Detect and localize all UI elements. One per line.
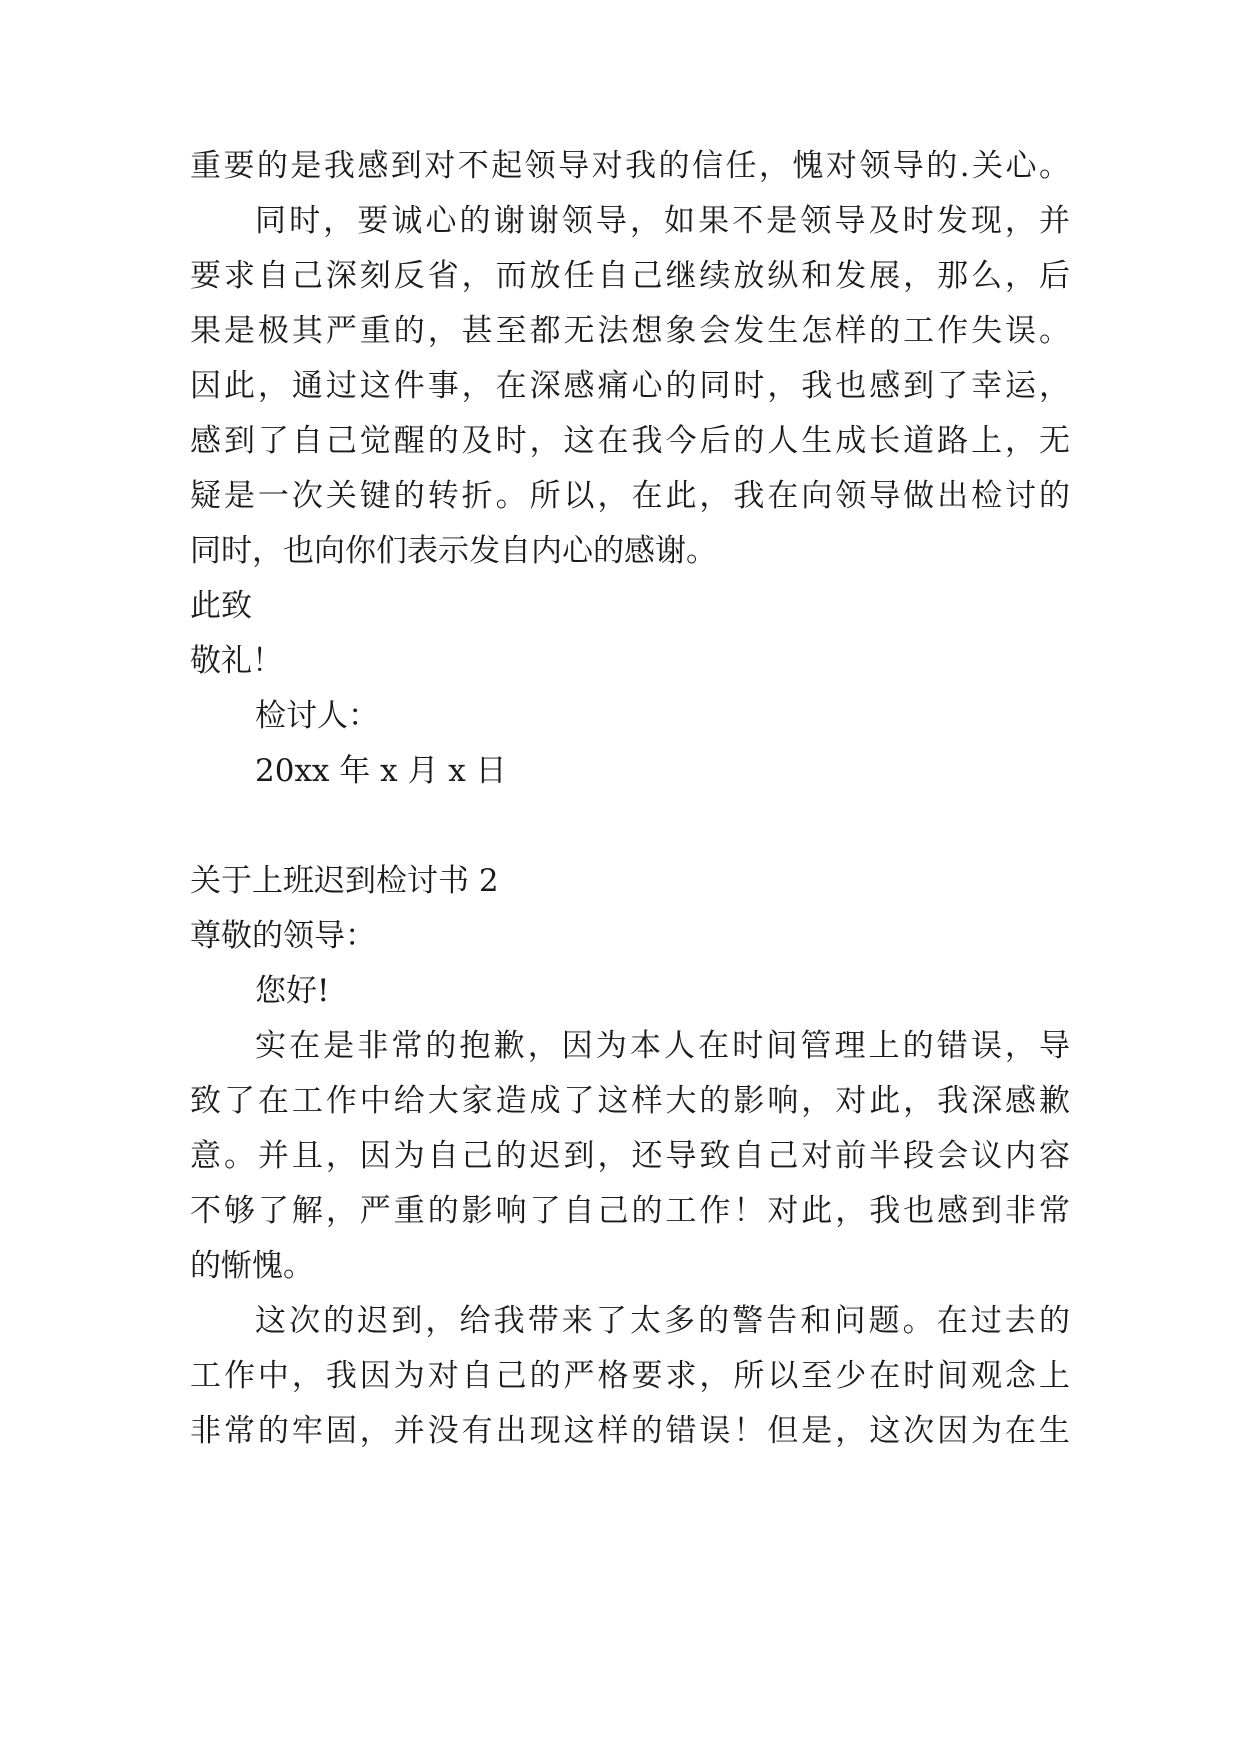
- body-line: 感到了自己觉醒的及时，这在我今后的人生成长道路上，无: [190, 423, 1070, 459]
- body-line: 致了在工作中给大家造成了这样大的影响，对此，我深感歉: [190, 1083, 1070, 1119]
- date-text: 20xx 年 x 月 x 日: [255, 753, 507, 789]
- body-line: 工作中，我因为对自己的严格要求，所以至少在时间观念上: [190, 1358, 1070, 1394]
- hello-text: 您好!: [255, 973, 330, 1009]
- body-line: 意。并且，因为自己的迟到，还导致自己对前半段会议内容: [190, 1138, 1070, 1174]
- body-line: 同时，也向你们表示发自内心的感谢。: [190, 533, 717, 569]
- body-line: 同时，要诚心的谢谢领导，如果不是领导及时发现，并: [255, 203, 1070, 239]
- body-line: 疑是一次关键的转折。所以，在此，我在向领导做出检讨的: [190, 478, 1070, 514]
- body-line: 不够了解，严重的影响了自己的工作！对此，我也感到非常: [190, 1193, 1070, 1229]
- greeting-text: 尊敬的领导：: [190, 918, 376, 954]
- body-line: 果是极其严重的，甚至都无法想象会发生怎样的工作失误。: [190, 313, 1070, 349]
- body-line: 要求自己深刻反省，而放任自己继续放纵和发展，那么，后: [190, 258, 1070, 294]
- signer-label: 检讨人：: [255, 698, 379, 734]
- body-line: 实在是非常的抱歉，因为本人在时间管理上的错误，导: [255, 1028, 1070, 1064]
- section-title: 关于上班迟到检讨书 2: [190, 863, 499, 899]
- closing-text: 此致: [190, 588, 252, 624]
- body-line: 这次的迟到，给我带来了太多的警告和问题。在过去的: [255, 1303, 1070, 1339]
- body-line: 非常的牢固，并没有出现这样的错误！但是，这次因为在生: [190, 1413, 1070, 1449]
- salute-text: 敬礼！: [190, 643, 283, 679]
- body-line: 因此，通过这件事，在深感痛心的同时，我也感到了幸运，: [190, 368, 1070, 404]
- body-line: 重要的是我感到对不起领导对我的信任，愧对领导的.关心。: [190, 148, 1070, 184]
- body-line: 的惭愧。: [190, 1248, 314, 1284]
